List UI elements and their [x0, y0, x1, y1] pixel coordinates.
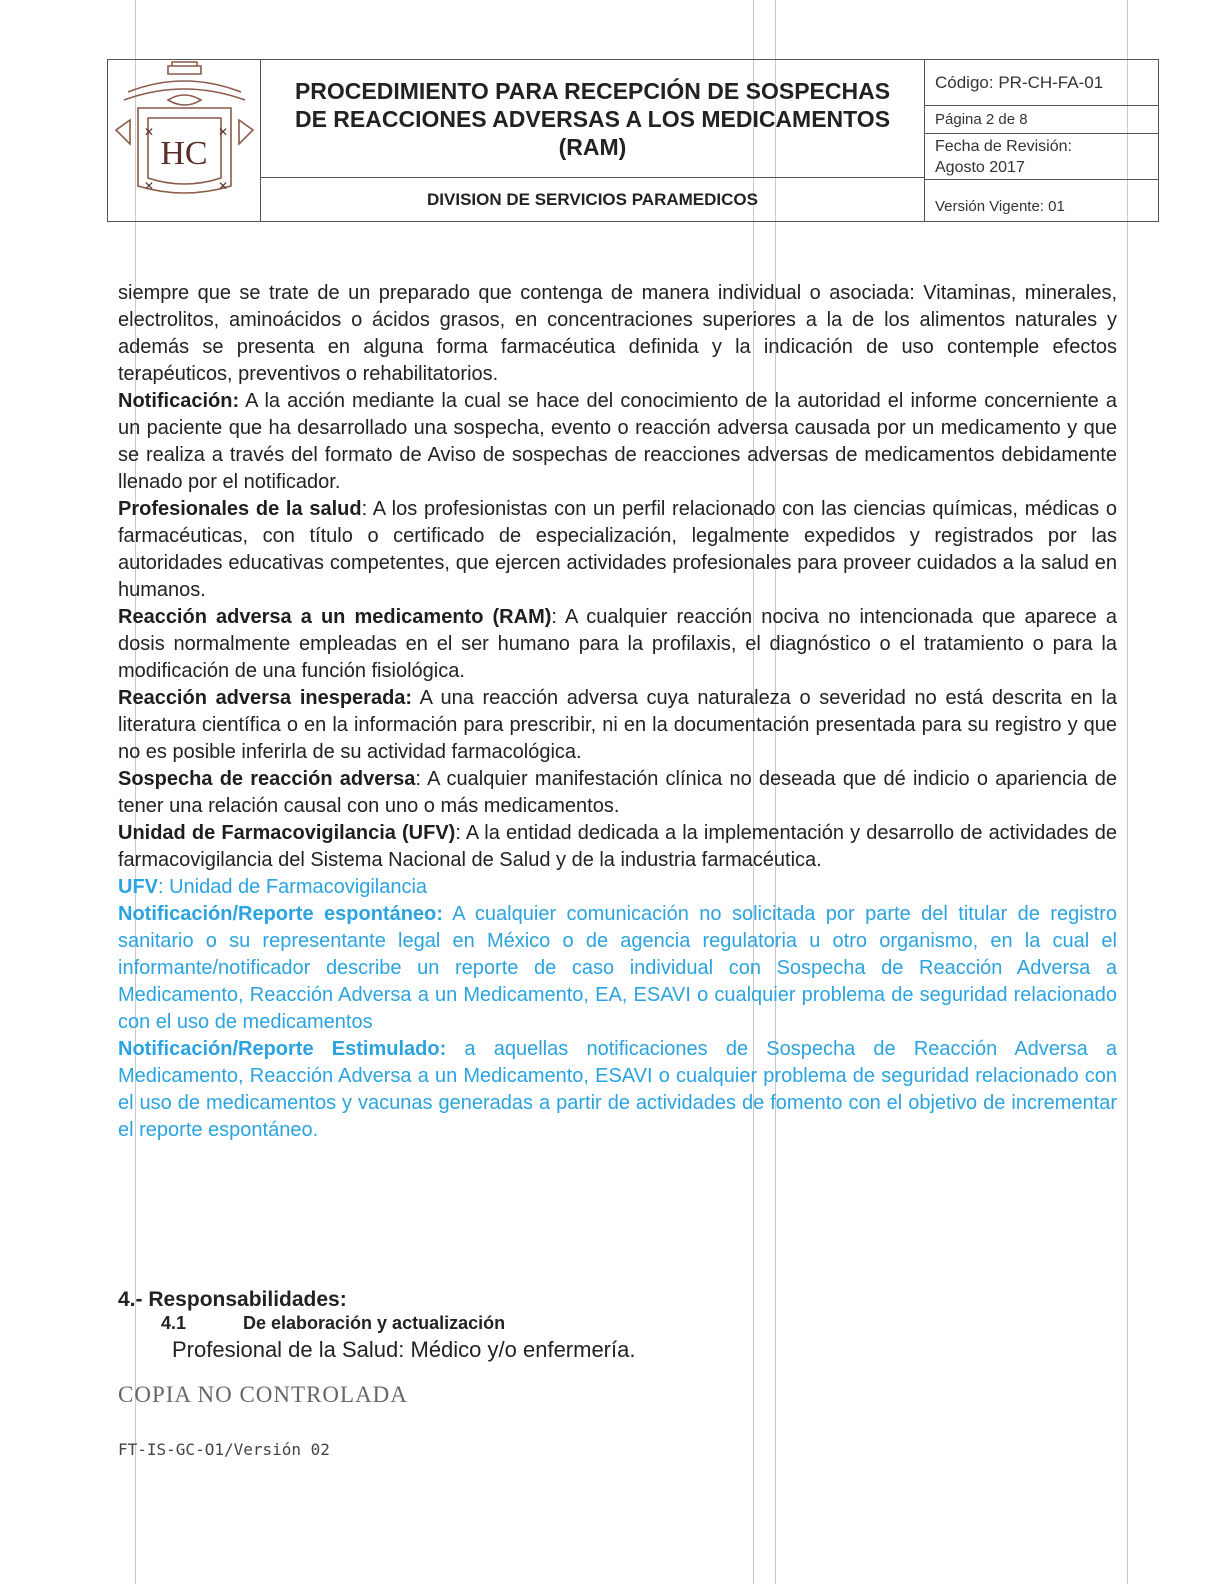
division-cell: [261, 178, 925, 221]
document-body: [118, 280, 1117, 1144]
definition-term: UFV: [118, 876, 158, 898]
definition-term: Notificación:: [118, 390, 240, 412]
definition-term: Sospecha de reacción adversa: [118, 768, 416, 790]
codigo-label: Código: PR-CH-FA-01: [925, 60, 1158, 106]
document-header: [107, 59, 1159, 222]
version-label: Versión Vigente: 01: [935, 198, 1065, 215]
document-title: [261, 60, 924, 161]
definition-text: A la acción mediante la cual se hace del conocimiento de la autoridad el informe concerniente a un paciente que ha desarrollado una sospecha, evento o reacción adversa causada por un medicamento y que se realiza a través del formato de Aviso de sospechas de reacciones adversas de medicamentos debidamente llenado por el notificador.: [118, 390, 1117, 493]
svg-text:✕: ✕: [144, 179, 155, 193]
definition-term: Reacción adversa inesperada:: [118, 687, 413, 709]
scan-line: [1127, 0, 1128, 1584]
fecha-value: Agosto 2017: [935, 159, 1025, 176]
definition-ram: [118, 604, 1117, 685]
title-line-2: DE REACCIONES ADVERSAS A LOS MEDICAMENTOS: [294, 106, 891, 132]
definition-text: : A los profesionistas con un perfil relacionado con las ciencias químicas, médicas o farmacéuticas, con título o certificado de especialización, legalmente expedidos y registrados por las autoridades educativas competentes, que ejercen actividades profesionales para proveer cuidados a la salud en humanos.: [118, 498, 1117, 601]
definition-reporte-estimulado: [118, 1036, 1117, 1144]
definition-inesperada: [118, 685, 1117, 766]
svg-text:✕: ✕: [218, 179, 229, 193]
definition-term: Notificación/Reporte espontáneo:: [118, 903, 443, 925]
definition-text: A una reacción adversa cuya naturaleza o severidad no está descrita en la literatura científica o en la información para prescribir, ni en la documentación presentada para su registro y que no es posible inferirla de su actividad farmacológica.: [118, 687, 1117, 763]
intro-paragraph: siempre que se trate de un preparado que contenga de manera individual o asociada: Vitaminas, minerales, electrolitos, aminoácidos o ácidos grasos, en concentraciones superiores a la de los alimentos naturales y además se presenta en alguna forma farmacéutica definida y la indicación de uso contemple efectos terapéuticos, preventivos o rehabilitatorios.: [118, 282, 1117, 385]
definition-text: a aquellas notificaciones de Sospecha de Reacción Adversa a Medicamento, Reacción Adversa a un Medicamento, ESAVI o cualquier problema de seguridad relacionado con el uso de medicamentos y vacunas generadas a partir de actividades de fomento con el objetivo de incrementar el reporte espontáneo.: [118, 1038, 1118, 1141]
division-label: DIVISION DE SERVICIOS PARAMEDICOS: [427, 190, 758, 209]
definition-profesionales: [118, 496, 1117, 604]
svg-text:HC: HC: [160, 135, 208, 172]
meta-column: [925, 60, 1158, 221]
form-identifier: FT-IS-GC-O1/Versión 02: [118, 1440, 330, 1459]
definition-term: Notificación/Reporte Estimulado:: [118, 1038, 447, 1060]
definition-text: : A cualquier manifestación clínica no deseada que dé indicio o apariencia de tener una relación causal con uno o más medicamentos.: [118, 768, 1118, 817]
definition-notificacion: [118, 388, 1117, 496]
section-title: 4.- Responsabilidades:: [118, 1288, 347, 1311]
definition-text: A cualquier comunicación no solicitada por parte del titular de registro sanitario o su representante legal en México o de agencia regulatoria u otro organismo, en la cual el informante/notificador describe un reporte de caso individual con Sospecha de Reacción Adversa a Medicamento, Reacción Adversa a un Medicamento, EA, ESAVI o cualquier problema de seguridad relacionado con el uso de medicamentos: [118, 903, 1117, 1033]
definition-text: : Unidad de Farmacovigilancia: [158, 876, 428, 898]
definition-reporte-espontaneo: [118, 901, 1117, 1036]
svg-text:✕: ✕: [218, 125, 229, 139]
definition-term: Unidad de Farmacovigilancia (UFV): [118, 822, 456, 844]
title-cell: [261, 60, 925, 178]
pagina-label: Página 2 de 8: [925, 106, 1158, 134]
fecha-revision: [925, 134, 1158, 180]
logo-cell: [108, 60, 261, 221]
definition-sospecha: [118, 766, 1117, 820]
subsection-text: Profesional de la Salud: Médico y/o enfermería.: [172, 1337, 636, 1362]
definition-term: Profesionales de la salud: [118, 498, 362, 520]
svg-text:✕: ✕: [144, 125, 155, 139]
definition-text: : A la entidad dedicada a la implementación y desarrollo de actividades de farmacovigilancia del Sistema Nacional de Salud y de la industria farmacéutica.: [118, 822, 1117, 871]
subsection-label: De elaboración y actualización: [243, 1313, 506, 1333]
definition-text: : A cualquier reacción nociva no intencionada que aparece a dosis normalmente empleadas en el ser humano para la profilaxis, el diagnóstico o el tratamiento o para la modificación de una función fisiológica.: [118, 606, 1117, 682]
title-line-3: (RAM): [558, 134, 627, 160]
definition-term: Reacción adversa a un medicamento (RAM): [118, 606, 552, 628]
definition-ufv-abbrev: [118, 874, 1117, 901]
subsection-number: 4.1: [161, 1313, 187, 1333]
title-line-1: PROCEDIMIENTO PARA RECEPCIÓN DE SOSPECHAS: [294, 78, 891, 104]
subsection-title: [161, 1313, 505, 1334]
copy-stamp: COPIA NO CONTROLADA: [118, 1382, 408, 1407]
hospital-logo-icon: [108, 60, 261, 221]
fecha-label: Fecha de Revisión:: [935, 138, 1072, 155]
definition-ufv: [118, 820, 1117, 874]
